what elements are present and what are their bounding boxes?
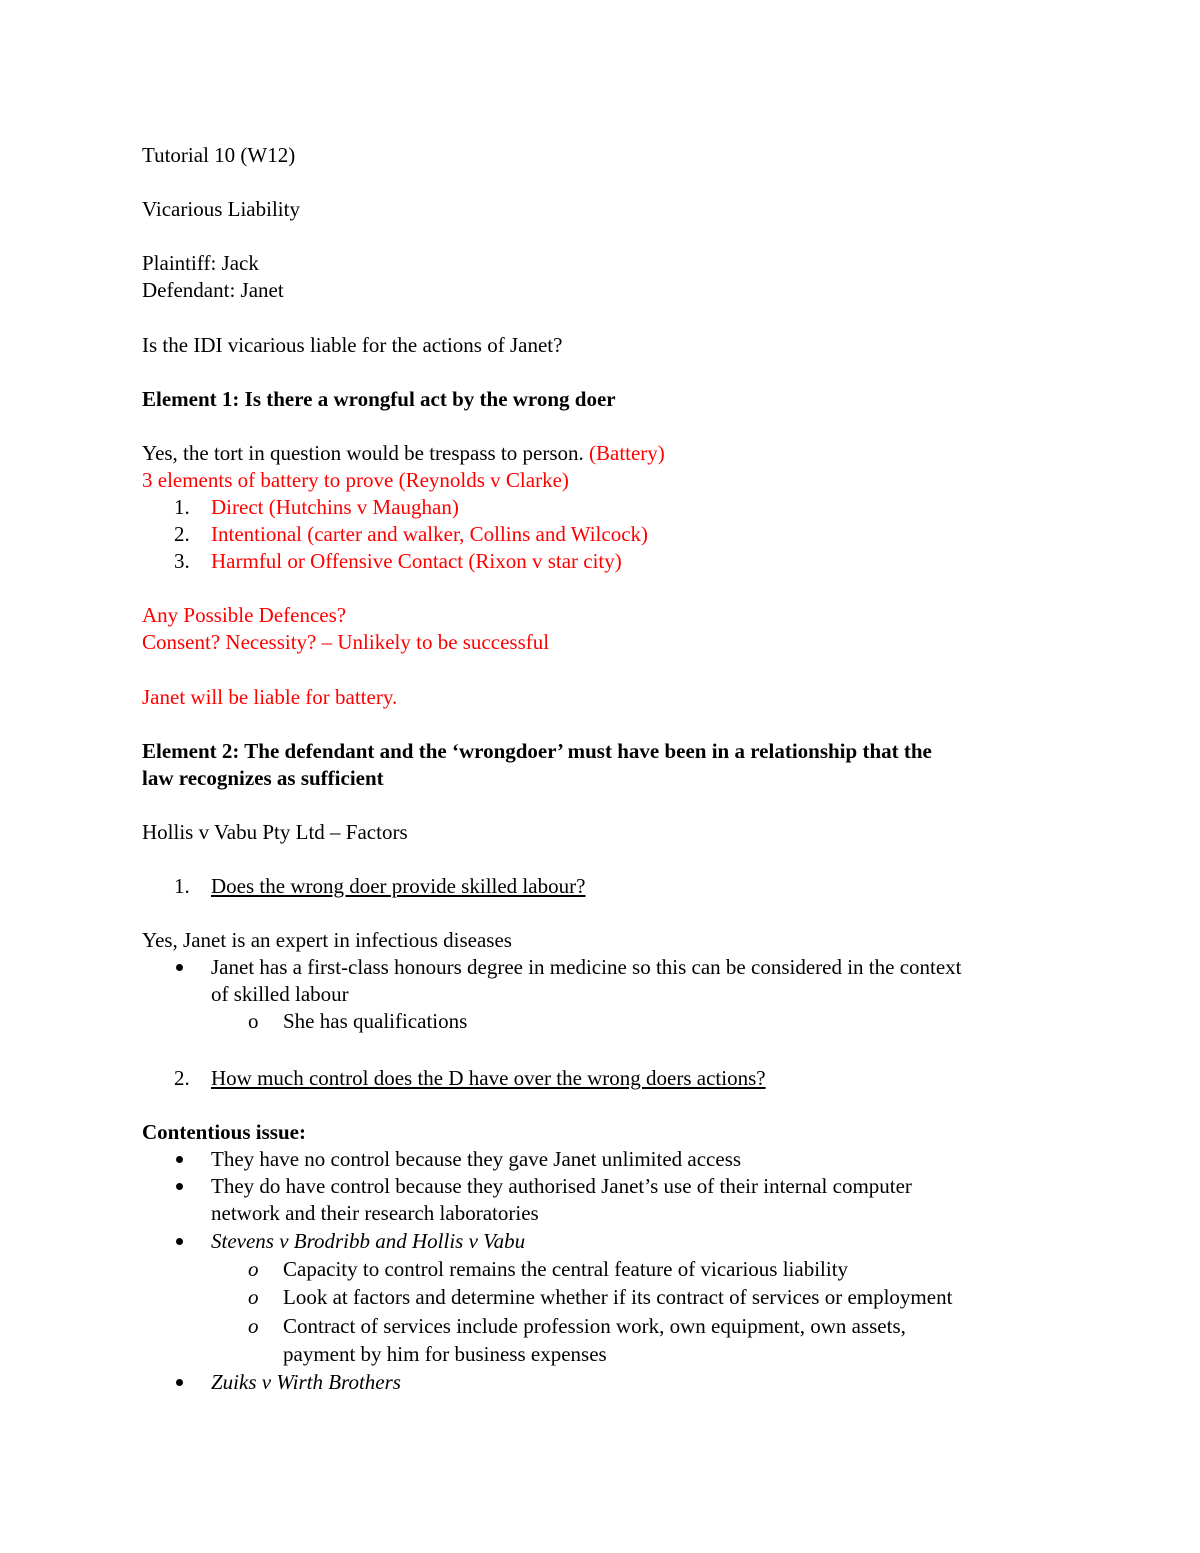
factor1-answer: Yes, Janet is an expert in infectious diseases xyxy=(142,928,512,952)
factor1-question: Does the wrong doer provide skilled labour? xyxy=(211,874,586,898)
factor1-bullet-line1: Janet has a first-class honours degree in medicine so this can be considered in the context xyxy=(211,955,962,979)
bullet-icon xyxy=(176,964,183,971)
factor1-bullet-line2: of skilled labour xyxy=(211,982,349,1006)
sub-bullet-marker: o xyxy=(248,1314,259,1338)
sub-point-contract-line2: payment by him for business expenses xyxy=(283,1342,607,1366)
topic-title: Vicarious Liability xyxy=(142,197,300,221)
contentious-bullet-no-control: They have no control because they gave Janet unlimited access xyxy=(211,1147,742,1171)
contentious-bullet-control-line2: network and their research laboratories xyxy=(211,1201,539,1225)
sub-bullet-marker: o xyxy=(248,1257,259,1281)
sub-point-capacity: Capacity to control remains the central feature of vicarious liability xyxy=(283,1257,849,1281)
bullet-icon xyxy=(176,1183,183,1190)
element2-heading-line1: Element 2: The defendant and the ‘wrongdoer’ must have been in a relationship that the xyxy=(142,739,932,763)
list-marker: 2. xyxy=(174,522,190,546)
list-marker: 1. xyxy=(174,495,190,519)
element1-answer-text: Yes, the tort in question would be trespass to person. xyxy=(142,441,589,465)
factor2-question: How much control does the D have over the wrong doers actions? xyxy=(211,1066,766,1090)
element1-answer xyxy=(142,440,665,467)
element1-conclusion: Janet will be liable for battery. xyxy=(142,685,398,709)
tutorial-title: Tutorial 10 (W12) xyxy=(142,143,296,167)
defendant-line: Defendant: Janet xyxy=(142,278,284,302)
sub-point-contract-line1: Contract of services include profession work, own equipment, own assets, xyxy=(283,1314,906,1338)
defences-question: Any Possible Defences? xyxy=(142,603,347,627)
list-marker: 1. xyxy=(174,874,190,898)
factor1-sub-point: She has qualifications xyxy=(283,1009,468,1033)
case-zuiks: Zuiks v Wirth Brothers xyxy=(211,1370,401,1394)
element1-heading: Element 1: Is there a wrongful act by the wrong doer xyxy=(142,387,616,411)
sub-bullet-marker: o xyxy=(248,1009,259,1033)
contentious-heading: Contentious issue: xyxy=(142,1120,306,1144)
list-marker: 2. xyxy=(174,1066,190,1090)
battery-elements-intro: 3 elements of battery to prove (Reynolds v Clarke) xyxy=(142,468,569,492)
sub-point-factors: Look at factors and determine whether if its contract of services or employment xyxy=(283,1285,953,1309)
contentious-bullet-control-line1: They do have control because they authorised Janet’s use of their internal computer xyxy=(211,1174,912,1198)
bullet-icon xyxy=(176,1156,183,1163)
list-marker: 3. xyxy=(174,549,190,573)
defences-answer: Consent? Necessity? – Unlikely to be successful xyxy=(142,630,550,654)
main-question: Is the IDI vicarious liable for the actions of Janet? xyxy=(142,333,563,357)
case-stevens-hollis: Stevens v Brodribb and Hollis v Vabu xyxy=(211,1229,526,1253)
plaintiff-line: Plaintiff: Jack xyxy=(142,251,259,275)
battery-element-intentional: Intentional (carter and walker, Collins and Wilcock) xyxy=(211,522,649,546)
battery-element-direct: Direct (Hutchins v Maughan) xyxy=(211,495,459,519)
sub-bullet-marker: o xyxy=(248,1285,259,1309)
hollis-factors-line: Hollis v Vabu Pty Ltd – Factors xyxy=(142,820,408,844)
battery-element-contact: Harmful or Offensive Contact (Rixon v star city) xyxy=(211,549,622,573)
bullet-icon xyxy=(176,1238,183,1245)
bullet-icon xyxy=(176,1379,183,1386)
element2-heading-line2: law recognizes as sufficient xyxy=(142,766,384,790)
element1-answer-battery: (Battery) xyxy=(589,441,665,465)
